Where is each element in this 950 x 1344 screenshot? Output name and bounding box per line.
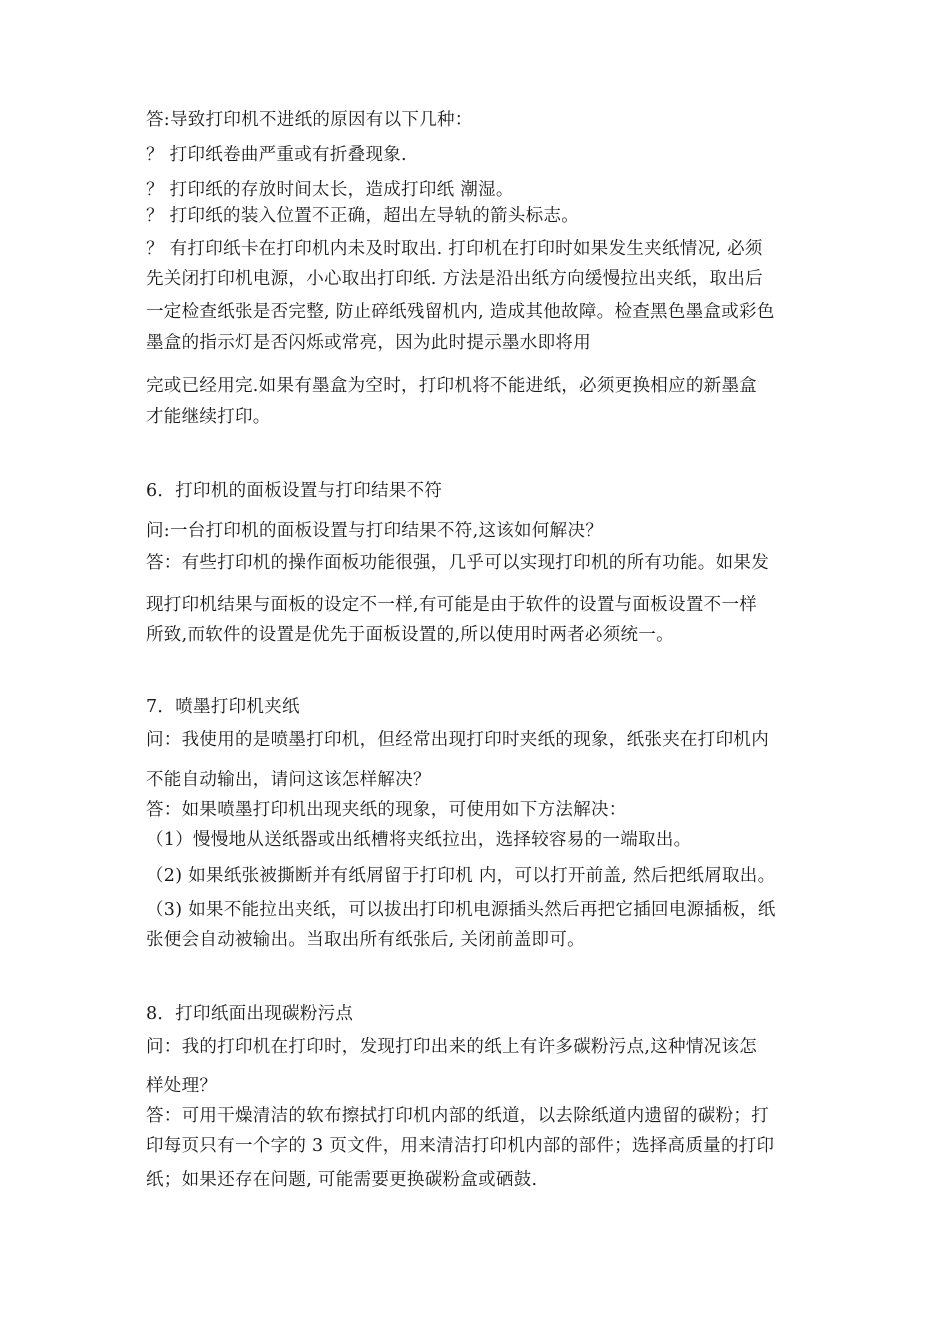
- step-2: （2) 如果纸张被撕断并有纸屑留于打印机 内，可以打开前盖, 然后把纸屑取出。: [146, 866, 776, 886]
- cause-item-4-cont: 才能继续打印。: [146, 407, 271, 427]
- question-line: 样处理？: [146, 1076, 218, 1096]
- cause-item-4: ？ 有打印纸卡在打印机内未及时取出. 打印机在打印时如果发生夹纸情况, 必须: [146, 239, 763, 259]
- answer-intro-line: 答:导致打印机不进纸的原因有以下几种：: [146, 110, 473, 130]
- cause-item-4-cont: 先关闭打印机电源，小心取出打印纸. 方法是沿出纸方向缓慢拉出夹纸，取出后: [146, 269, 763, 289]
- section-heading-6: 6．打印机的面板设置与打印结果不符: [146, 481, 443, 501]
- step-1: （1）慢慢地从送纸器或出纸槽将夹纸拉出，选择较容易的一端取出。: [146, 830, 692, 850]
- question-line: 问：我的打印机在打印时，发现打印出来的纸上有许多碳粉污点,这种情况该怎: [146, 1037, 758, 1057]
- answer-line: 答：有些打印机的操作面板功能很强，几乎可以实现打印机的所有功能。如果发: [146, 553, 769, 573]
- answer-line: 所致,而软件的设置是优先于面板设置的,所以使用时两者必须统一。: [146, 625, 674, 645]
- step-3-cont: 张便会自动被输出。当取出所有纸张后, 关闭前盖即可。: [146, 930, 585, 950]
- step-3: （3) 如果不能拉出夹纸，可以拔出打印机电源插头然后再把它插回电源插板，纸: [146, 900, 776, 920]
- cause-item-4-cont: 完或已经用完.如果有墨盒为空时，打印机将不能进纸，必须更换相应的新墨盒: [146, 376, 758, 396]
- cause-item-4-cont: 墨盒的指示灯是否闪烁或常亮，因为此时提示墨水即将用: [146, 333, 591, 353]
- question-line: 问:一台打印机的面板设置与打印结果不符,这该如何解决？: [146, 521, 604, 541]
- answer-line: 答：如果喷墨打印机出现夹纸的现象，可使用如下方法解决：: [146, 800, 627, 820]
- section-heading-7: 7．喷墨打印机夹纸: [146, 697, 300, 717]
- cause-item-4-cont: 一定检查纸张是否完整, 防止碎纸残留机内, 造成其他故障。检查黑色墨盒或彩色: [146, 302, 775, 322]
- cause-item-2: ？ 打印纸的存放时间太长，造成打印纸 潮湿。: [146, 180, 514, 200]
- answer-line: 纸；如果还存在问题, 可能需要更换碳粉盒或硒鼓.: [146, 1170, 538, 1190]
- question-line: 不能自动输出，请问这该怎样解决？: [146, 770, 431, 790]
- question-line: 问：我使用的是喷墨打印机，但经常出现打印时夹纸的现象，纸张夹在打印机内: [146, 730, 769, 750]
- cause-item-3: ？ 打印纸的装入位置不正确，超出左导轨的箭头标志。: [146, 206, 580, 226]
- cause-item-1: ？ 打印纸卷曲严重或有折叠现象.: [146, 145, 407, 165]
- answer-line: 印每页只有一个字的 3 页文件，用来清洁打印机内部的部件；选择高质量的打印: [146, 1136, 775, 1156]
- answer-line: 答：可用干燥清洁的软布擦拭打印机内部的纸道，以去除纸道内遗留的碳粉；打: [146, 1106, 769, 1126]
- answer-line: 现打印机结果与面板的设定不一样,有可能是由于软件的设置与面板设置不一样: [146, 595, 758, 615]
- section-heading-8: 8．打印纸面出现碳粉污点: [146, 1004, 354, 1024]
